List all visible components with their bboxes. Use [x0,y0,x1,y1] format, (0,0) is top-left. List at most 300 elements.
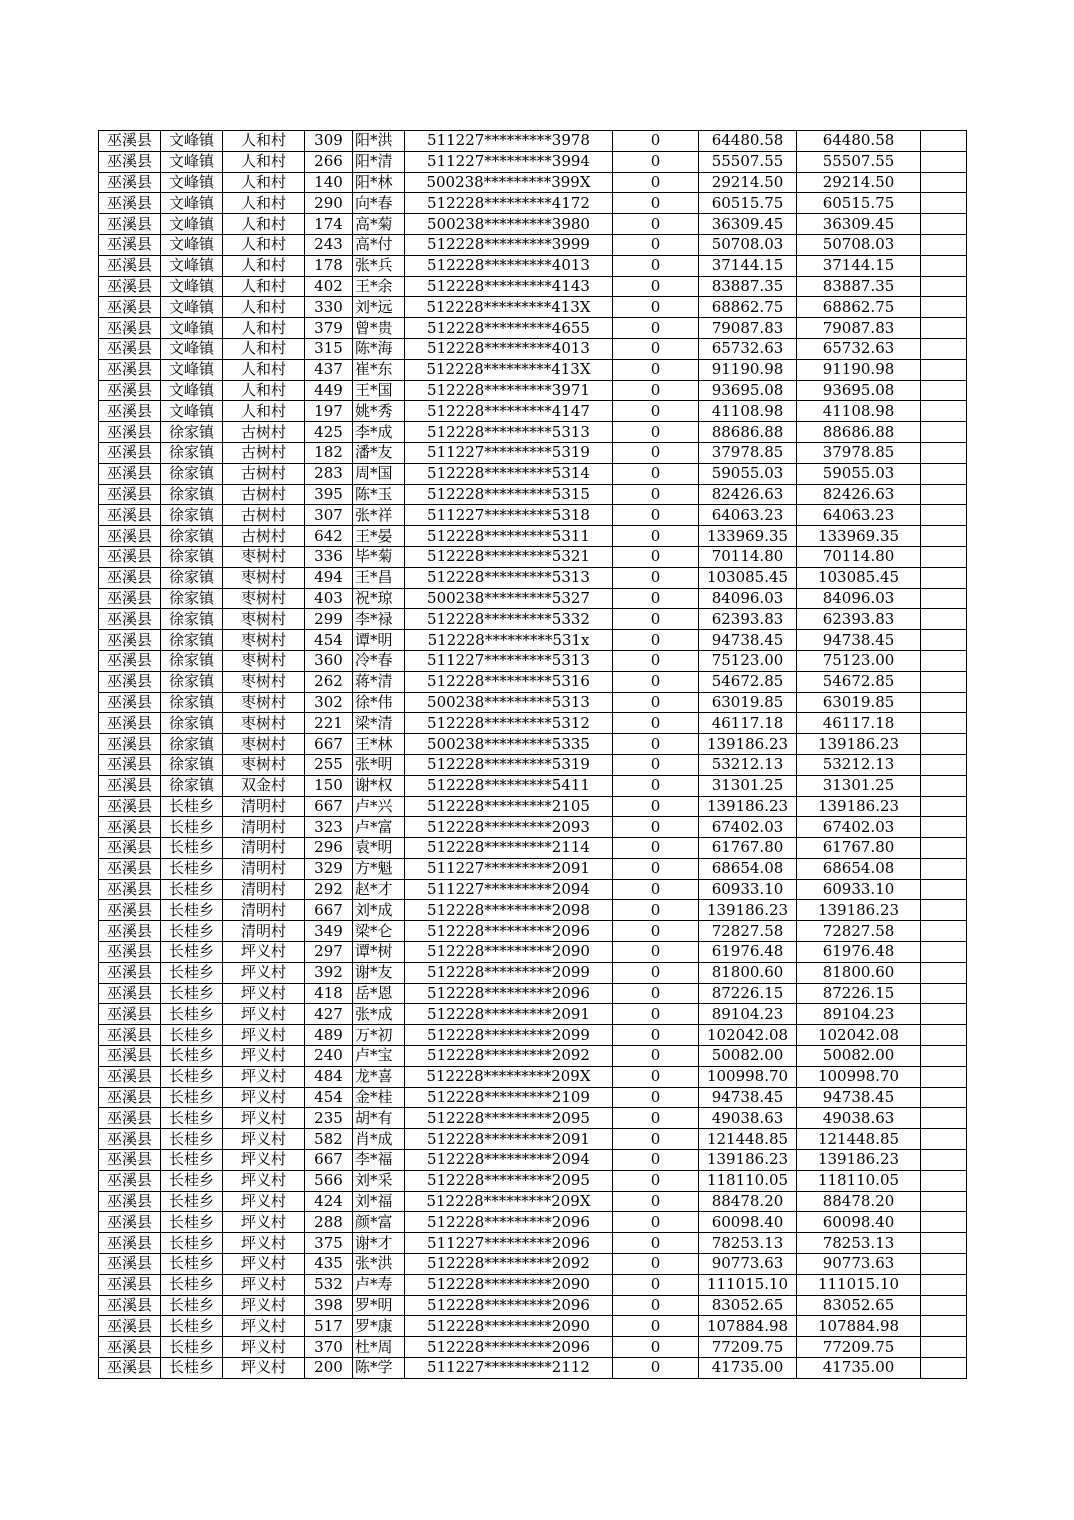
county-cell: 巫溪县 [99,442,161,463]
area-cell: 449 [305,380,353,401]
note-cell [921,1191,967,1212]
table-row [99,255,967,276]
county-cell: 巫溪县 [99,131,161,152]
town-cell: 长桂乡 [161,817,223,838]
note-cell [921,172,967,193]
table-row [99,1066,967,1087]
town-cell: 徐家镇 [161,754,223,775]
county-cell: 巫溪县 [99,255,161,276]
table-row [99,942,967,963]
total-cell: 139186.23 [797,1150,921,1171]
note-cell [921,1046,967,1067]
village-cell: 坪义村 [223,983,305,1004]
note-cell [921,630,967,651]
village-cell: 清明村 [223,921,305,942]
county-cell: 巫溪县 [99,754,161,775]
town-cell: 长桂乡 [161,942,223,963]
area-cell: 299 [305,609,353,630]
county-cell: 巫溪县 [99,234,161,255]
name-cell: 胡*有 [353,1108,405,1129]
amount-cell: 75123.00 [699,650,797,671]
village-cell: 人和村 [223,151,305,172]
total-cell: 75123.00 [797,650,921,671]
village-cell: 人和村 [223,214,305,235]
amount-cell: 139186.23 [699,734,797,755]
table-row [99,1295,967,1316]
name-cell: 卢*富 [353,817,405,838]
area-cell: 240 [305,1046,353,1067]
town-cell: 徐家镇 [161,484,223,505]
area-cell: 243 [305,234,353,255]
county-cell: 巫溪县 [99,276,161,297]
table-row [99,796,967,817]
table-row [99,921,967,942]
town-cell: 长桂乡 [161,1212,223,1233]
county-cell: 巫溪县 [99,879,161,900]
name-cell: 王*余 [353,276,405,297]
town-cell: 长桂乡 [161,1129,223,1150]
name-cell: 姚*秀 [353,401,405,422]
id-number-cell: 512228*********5319 [405,754,613,775]
area-cell: 454 [305,1087,353,1108]
county-cell: 巫溪县 [99,567,161,588]
area-cell: 174 [305,214,353,235]
amount-cell: 41735.00 [699,1358,797,1379]
id-number-cell: 511227*********5313 [405,650,613,671]
id-number-cell: 511227*********3978 [405,131,613,152]
village-cell: 古树村 [223,484,305,505]
amount-cell: 72827.58 [699,921,797,942]
zero-cell: 0 [613,151,699,172]
area-cell: 566 [305,1170,353,1191]
zero-cell: 0 [613,505,699,526]
zero-cell: 0 [613,1233,699,1254]
name-cell: 颜*富 [353,1212,405,1233]
county-cell: 巫溪县 [99,1129,161,1150]
county-cell: 巫溪县 [99,775,161,796]
amount-cell: 60098.40 [699,1212,797,1233]
table-row [99,588,967,609]
name-cell: 张*兵 [353,255,405,276]
area-cell: 200 [305,1358,353,1379]
table-row [99,713,967,734]
amount-cell: 83887.35 [699,276,797,297]
name-cell: 谢*才 [353,1233,405,1254]
name-cell: 刘*福 [353,1191,405,1212]
amount-cell: 59055.03 [699,463,797,484]
area-cell: 296 [305,838,353,859]
note-cell [921,214,967,235]
village-cell: 坪义村 [223,1046,305,1067]
town-cell: 长桂乡 [161,900,223,921]
amount-cell: 94738.45 [699,1087,797,1108]
area-cell: 266 [305,151,353,172]
zero-cell: 0 [613,838,699,859]
county-cell: 巫溪县 [99,588,161,609]
area-cell: 302 [305,692,353,713]
zero-cell: 0 [613,713,699,734]
total-cell: 31301.25 [797,775,921,796]
zero-cell: 0 [613,775,699,796]
county-cell: 巫溪县 [99,401,161,422]
zero-cell: 0 [613,318,699,339]
amount-cell: 60933.10 [699,879,797,900]
village-cell: 古树村 [223,422,305,443]
total-cell: 61767.80 [797,838,921,859]
amount-cell: 103085.45 [699,567,797,588]
name-cell: 王*晏 [353,526,405,547]
id-number-cell: 512228*********5314 [405,463,613,484]
table-row [99,858,967,879]
amount-cell: 62393.83 [699,609,797,630]
town-cell: 徐家镇 [161,505,223,526]
name-cell: 陈*玉 [353,484,405,505]
village-cell: 清明村 [223,817,305,838]
table-row [99,276,967,297]
zero-cell: 0 [613,1066,699,1087]
zero-cell: 0 [613,1274,699,1295]
name-cell: 蒋*清 [353,671,405,692]
village-cell: 坪义村 [223,1233,305,1254]
zero-cell: 0 [613,463,699,484]
total-cell: 100998.70 [797,1066,921,1087]
area-cell: 494 [305,567,353,588]
note-cell [921,921,967,942]
total-cell: 65732.63 [797,338,921,359]
id-number-cell: 511227*********2096 [405,1233,613,1254]
total-cell: 81800.60 [797,962,921,983]
note-cell [921,650,967,671]
area-cell: 262 [305,671,353,692]
note-cell [921,567,967,588]
area-cell: 642 [305,526,353,547]
county-cell: 巫溪县 [99,1150,161,1171]
zero-cell: 0 [613,401,699,422]
amount-cell: 94738.45 [699,630,797,651]
id-number-cell: 511227*********2091 [405,858,613,879]
village-cell: 古树村 [223,442,305,463]
id-number-cell: 512228*********2114 [405,838,613,859]
county-cell: 巫溪县 [99,796,161,817]
area-cell: 323 [305,817,353,838]
id-number-cell: 512228*********2096 [405,921,613,942]
zero-cell: 0 [613,359,699,380]
amount-cell: 61767.80 [699,838,797,859]
note-cell [921,962,967,983]
name-cell: 张*祥 [353,505,405,526]
table-row [99,900,967,921]
county-cell: 巫溪县 [99,546,161,567]
county-cell: 巫溪县 [99,1212,161,1233]
village-cell: 坪义村 [223,1004,305,1025]
county-cell: 巫溪县 [99,650,161,671]
area-cell: 330 [305,297,353,318]
total-cell: 37144.15 [797,255,921,276]
note-cell [921,671,967,692]
id-number-cell: 500238*********3980 [405,214,613,235]
note-cell [921,234,967,255]
town-cell: 长桂乡 [161,983,223,1004]
area-cell: 379 [305,318,353,339]
area-cell: 349 [305,921,353,942]
total-cell: 94738.45 [797,630,921,651]
id-number-cell: 512228*********4147 [405,401,613,422]
village-cell: 枣树村 [223,754,305,775]
county-cell: 巫溪县 [99,630,161,651]
town-cell: 长桂乡 [161,1358,223,1379]
name-cell: 刘*成 [353,900,405,921]
name-cell: 方*魁 [353,858,405,879]
name-cell: 潘*友 [353,442,405,463]
town-cell: 文峰镇 [161,338,223,359]
table-row [99,671,967,692]
note-cell [921,131,967,152]
amount-cell: 121448.85 [699,1129,797,1150]
county-cell: 巫溪县 [99,1358,161,1379]
area-cell: 403 [305,588,353,609]
zero-cell: 0 [613,338,699,359]
data-table [98,130,967,1379]
name-cell: 岳*恩 [353,983,405,1004]
amount-cell: 31301.25 [699,775,797,796]
table-row [99,1004,967,1025]
name-cell: 高*付 [353,234,405,255]
id-number-cell: 512228*********531x [405,630,613,651]
town-cell: 长桂乡 [161,796,223,817]
county-cell: 巫溪县 [99,1108,161,1129]
area-cell: 582 [305,1129,353,1150]
county-cell: 巫溪县 [99,734,161,755]
town-cell: 徐家镇 [161,775,223,796]
total-cell: 72827.58 [797,921,921,942]
id-number-cell: 512228*********4143 [405,276,613,297]
village-cell: 人和村 [223,318,305,339]
id-number-cell: 512228*********2094 [405,1150,613,1171]
zero-cell: 0 [613,546,699,567]
zero-cell: 0 [613,1150,699,1171]
id-number-cell: 512228*********5321 [405,546,613,567]
area-cell: 292 [305,879,353,900]
total-cell: 87226.15 [797,983,921,1004]
name-cell: 罗*明 [353,1295,405,1316]
id-number-cell: 512228*********2090 [405,942,613,963]
area-cell: 283 [305,463,353,484]
note-cell [921,1337,967,1358]
id-number-cell: 512228*********5313 [405,422,613,443]
zero-cell: 0 [613,484,699,505]
note-cell [921,879,967,900]
name-cell: 向*春 [353,193,405,214]
id-number-cell: 512228*********5311 [405,526,613,547]
area-cell: 370 [305,1337,353,1358]
name-cell: 罗*康 [353,1316,405,1337]
amount-cell: 60515.75 [699,193,797,214]
town-cell: 徐家镇 [161,630,223,651]
county-cell: 巫溪县 [99,484,161,505]
id-number-cell: 512228*********413X [405,359,613,380]
amount-cell: 107884.98 [699,1316,797,1337]
total-cell: 139186.23 [797,796,921,817]
county-cell: 巫溪县 [99,1254,161,1275]
table-row [99,401,967,422]
name-cell: 张*明 [353,754,405,775]
name-cell: 崔*东 [353,359,405,380]
table-row [99,463,967,484]
zero-cell: 0 [613,650,699,671]
town-cell: 徐家镇 [161,463,223,484]
area-cell: 315 [305,338,353,359]
table-row [99,318,967,339]
county-cell: 巫溪县 [99,172,161,193]
village-cell: 坪义村 [223,942,305,963]
town-cell: 长桂乡 [161,1004,223,1025]
zero-cell: 0 [613,276,699,297]
table-row [99,1316,967,1337]
total-cell: 41735.00 [797,1358,921,1379]
amount-cell: 78253.13 [699,1233,797,1254]
town-cell: 文峰镇 [161,401,223,422]
id-number-cell: 512228*********2098 [405,900,613,921]
town-cell: 徐家镇 [161,609,223,630]
note-cell [921,900,967,921]
county-cell: 巫溪县 [99,380,161,401]
amount-cell: 93695.08 [699,380,797,401]
village-cell: 清明村 [223,879,305,900]
id-number-cell: 512228*********5312 [405,713,613,734]
village-cell: 人和村 [223,297,305,318]
amount-cell: 139186.23 [699,796,797,817]
town-cell: 长桂乡 [161,838,223,859]
area-cell: 150 [305,775,353,796]
area-cell: 435 [305,1254,353,1275]
total-cell: 64480.58 [797,131,921,152]
note-cell [921,442,967,463]
zero-cell: 0 [613,1170,699,1191]
town-cell: 文峰镇 [161,380,223,401]
town-cell: 长桂乡 [161,1170,223,1191]
amount-cell: 53212.13 [699,754,797,775]
name-cell: 王*国 [353,380,405,401]
note-cell [921,1150,967,1171]
area-cell: 667 [305,1150,353,1171]
total-cell: 53212.13 [797,754,921,775]
id-number-cell: 512228*********2092 [405,1046,613,1067]
zero-cell: 0 [613,1087,699,1108]
total-cell: 82426.63 [797,484,921,505]
note-cell [921,1025,967,1046]
zero-cell: 0 [613,131,699,152]
id-number-cell: 512228*********4013 [405,338,613,359]
village-cell: 枣树村 [223,671,305,692]
table-row [99,1233,967,1254]
note-cell [921,754,967,775]
county-cell: 巫溪县 [99,817,161,838]
table-row [99,1108,967,1129]
amount-cell: 64480.58 [699,131,797,152]
amount-cell: 100998.70 [699,1066,797,1087]
amount-cell: 70114.80 [699,546,797,567]
table-row [99,505,967,526]
zero-cell: 0 [613,567,699,588]
table-row [99,380,967,401]
table-row [99,546,967,567]
town-cell: 徐家镇 [161,546,223,567]
id-number-cell: 512228*********2090 [405,1316,613,1337]
table-row [99,567,967,588]
village-cell: 坪义村 [223,962,305,983]
id-number-cell: 511227*********5318 [405,505,613,526]
total-cell: 62393.83 [797,609,921,630]
zero-cell: 0 [613,817,699,838]
village-cell: 古树村 [223,505,305,526]
amount-cell: 68654.08 [699,858,797,879]
name-cell: 谢*友 [353,962,405,983]
table-row [99,234,967,255]
area-cell: 667 [305,900,353,921]
village-cell: 坪义村 [223,1358,305,1379]
total-cell: 118110.05 [797,1170,921,1191]
village-cell: 人和村 [223,131,305,152]
village-cell: 坪义村 [223,1025,305,1046]
town-cell: 长桂乡 [161,1254,223,1275]
table-row [99,879,967,900]
total-cell: 54672.85 [797,671,921,692]
zero-cell: 0 [613,255,699,276]
table-body [99,131,967,1379]
town-cell: 文峰镇 [161,297,223,318]
zero-cell: 0 [613,609,699,630]
id-number-cell: 512228*********5313 [405,567,613,588]
town-cell: 徐家镇 [161,422,223,443]
zero-cell: 0 [613,1046,699,1067]
id-number-cell: 512228*********209X [405,1066,613,1087]
zero-cell: 0 [613,193,699,214]
id-number-cell: 512228*********3971 [405,380,613,401]
note-cell [921,359,967,380]
area-cell: 398 [305,1295,353,1316]
zero-cell: 0 [613,172,699,193]
amount-cell: 84096.03 [699,588,797,609]
table-row [99,1191,967,1212]
zero-cell: 0 [613,1295,699,1316]
county-cell: 巫溪县 [99,1170,161,1191]
amount-cell: 29214.50 [699,172,797,193]
note-cell [921,796,967,817]
village-cell: 枣树村 [223,734,305,755]
note-cell [921,588,967,609]
county-cell: 巫溪县 [99,1316,161,1337]
name-cell: 张*洪 [353,1254,405,1275]
village-cell: 坪义村 [223,1191,305,1212]
village-cell: 坪义村 [223,1316,305,1337]
area-cell: 197 [305,401,353,422]
table-row [99,1025,967,1046]
id-number-cell: 512228*********2090 [405,1274,613,1295]
zero-cell: 0 [613,796,699,817]
id-number-cell: 512228*********209X [405,1191,613,1212]
village-cell: 双金村 [223,775,305,796]
zero-cell: 0 [613,422,699,443]
name-cell: 万*初 [353,1025,405,1046]
table-row [99,484,967,505]
id-number-cell: 512228*********2095 [405,1170,613,1191]
amount-cell: 50082.00 [699,1046,797,1067]
total-cell: 59055.03 [797,463,921,484]
zero-cell: 0 [613,297,699,318]
zero-cell: 0 [613,671,699,692]
village-cell: 枣树村 [223,650,305,671]
total-cell: 29214.50 [797,172,921,193]
